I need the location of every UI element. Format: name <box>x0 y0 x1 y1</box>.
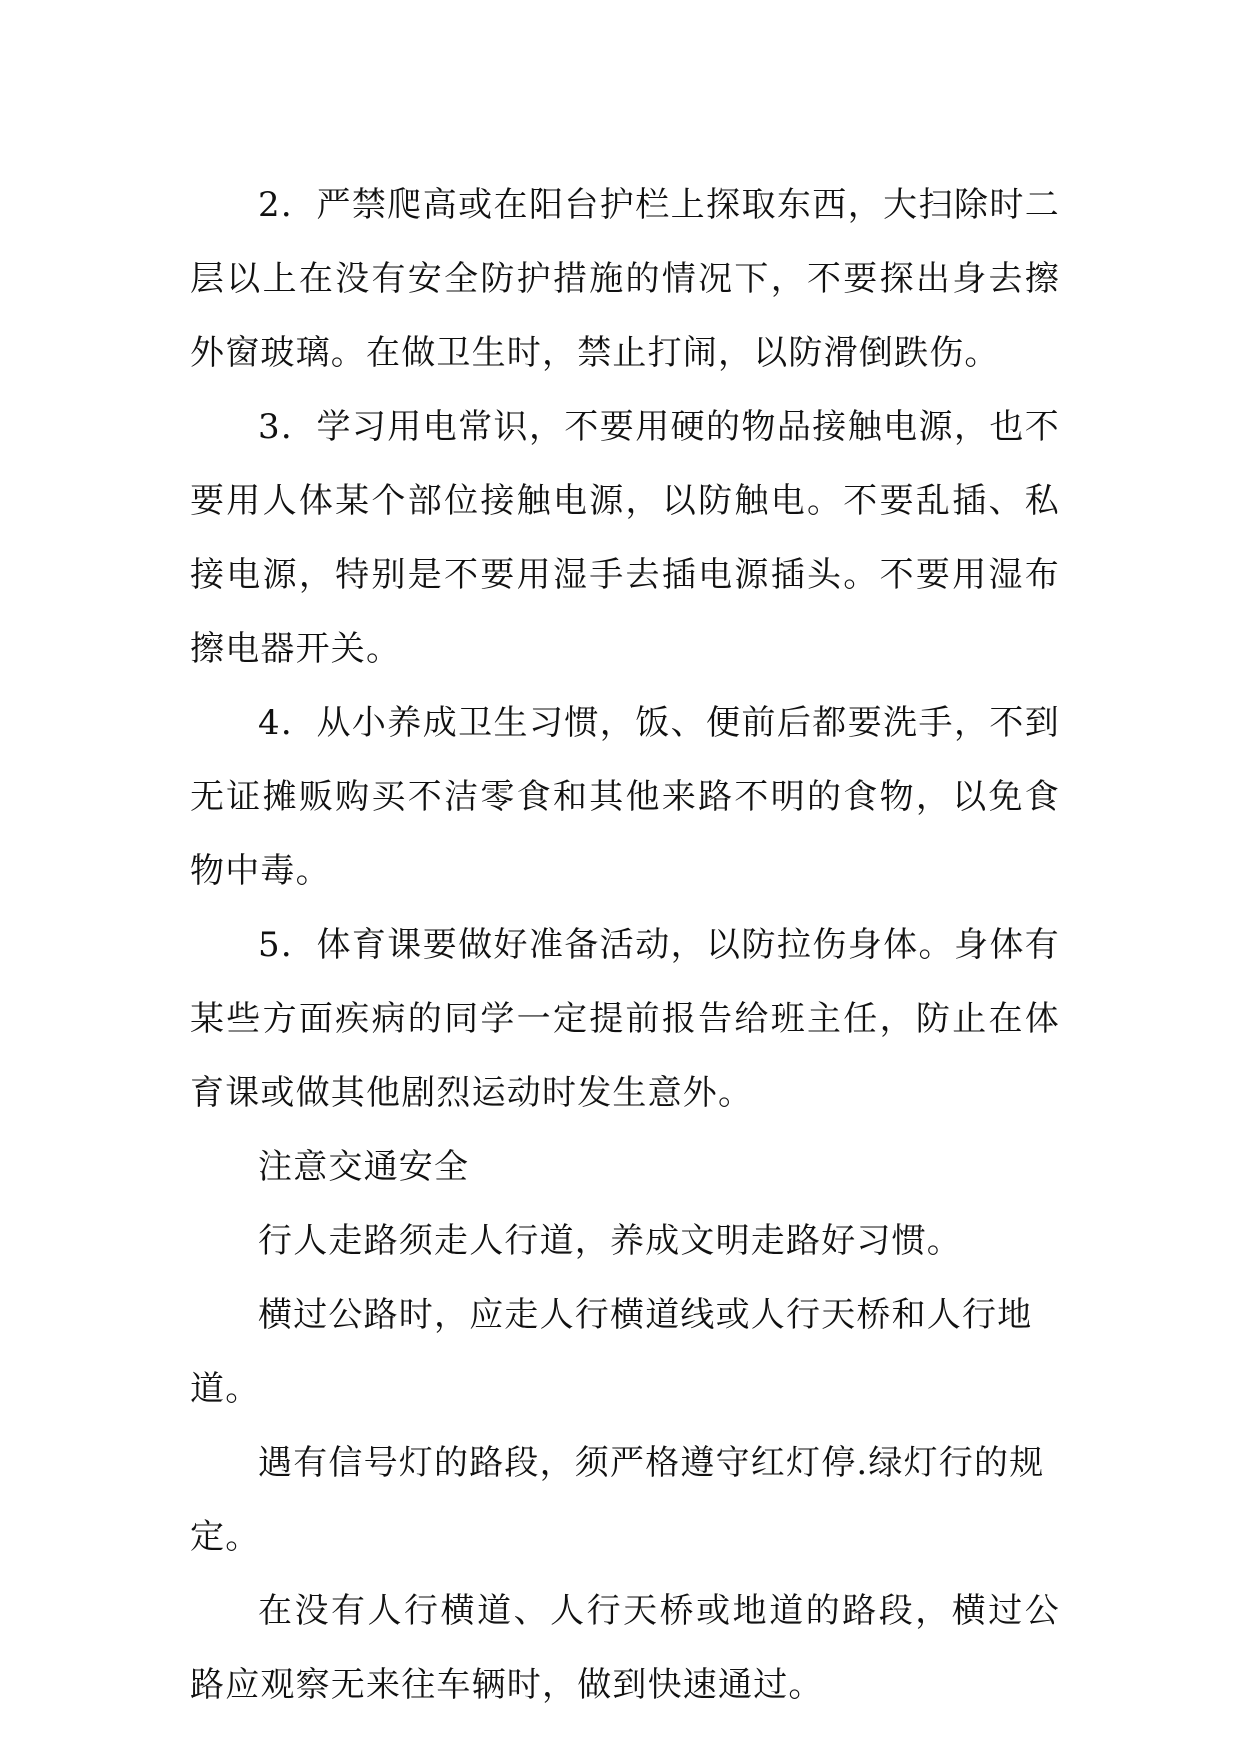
document-page <box>190 168 1060 1722</box>
paragraph-walk-sidewalk: 行人走路须走人行道，养成文明走路好习惯。 <box>258 1221 962 1261</box>
paragraph-item-3: 3．学习用电常识，不要用硬的物品接触电源，也不要用人体某个部位接触电源，以防触电。不要乱插、私接电源，特别是不要用湿手去插电源插头。不要用湿布擦电器开关。 <box>190 407 1060 669</box>
section-heading-traffic-safety: 注意交通安全 <box>258 1147 470 1187</box>
paragraph-crossing-road: 横过公路时，应走人行横道线或人行天桥和人行地道。 <box>190 1295 1033 1409</box>
paragraph-item-4: 4．从小养成卫生习惯，饭、便前后都要洗手，不到无证摊贩购买不洁零食和其他来路不明的食物，以免食物中毒。 <box>190 703 1060 891</box>
paragraph-traffic-lights: 遇有信号灯的路段，须严格遵守红灯停.绿灯行的规定。 <box>190 1443 1045 1557</box>
paragraph-item-5: 5．体育课要做好准备活动，以防拉伤身体。身体有某些方面疾病的同学一定提前报告给班主任，防止在体育课或做其他剧烈运动时发生意外。 <box>190 925 1060 1113</box>
paragraph-item-2: 2．严禁爬高或在阳台护栏上探取东西，大扫除时二层以上在没有安全防护措施的情况下，不要探出身去擦外窗玻璃。在做卫生时，禁止打闹，以防滑倒跌伤。 <box>190 185 1060 373</box>
paragraph-no-crosswalk: 在没有人行横道、人行天桥或地道的路段，横过公路应观察无来往车辆时，做到快速通过。 <box>190 1591 1060 1705</box>
